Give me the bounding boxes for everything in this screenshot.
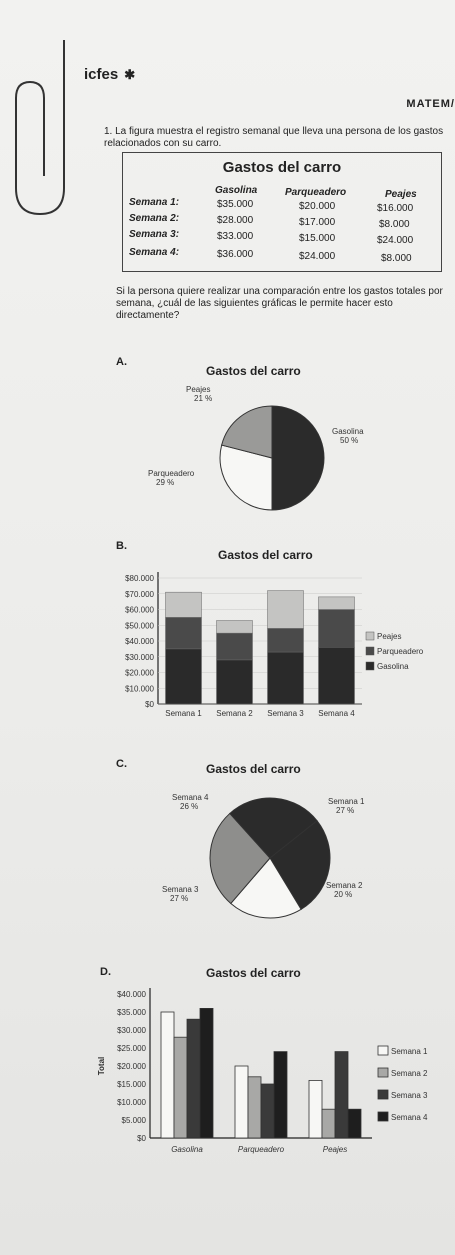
legend-swatch: [378, 1068, 388, 1077]
y-tick-label: $30.000: [125, 652, 154, 662]
slice-label: Semana 2: [326, 881, 363, 890]
bar: [348, 1109, 361, 1138]
y-tick-label: $60.000: [125, 605, 154, 615]
legend-label: Semana 3: [391, 1091, 428, 1100]
table-title: Gastos del carro: [222, 159, 342, 176]
brand-text: icfes: [84, 66, 119, 83]
legend-label: Gasolina: [377, 662, 409, 671]
x-tick-label: Gasolina: [171, 1145, 203, 1154]
slice-label: Semana 4: [172, 793, 209, 802]
x-tick-label: Semana 3: [267, 709, 304, 718]
table-cell: $36.000: [217, 249, 254, 260]
y-tick-label: $20.000: [125, 668, 154, 678]
x-tick-label: Semana 2: [216, 709, 253, 718]
subject-label: MATEM/: [406, 98, 455, 110]
bar: [274, 1052, 287, 1138]
brand-mark-icon: ✱: [124, 67, 136, 82]
y-tick-label: $70.000: [125, 589, 154, 599]
x-tick-label: Parqueadero: [237, 1145, 285, 1154]
x-tick-label: Semana 1: [165, 709, 202, 718]
option-c-radio[interactable]: C.: [116, 758, 127, 770]
table-cell: $16.000: [377, 203, 414, 214]
slice-label: Gasolina: [332, 427, 364, 436]
y-tick-label: $30.000: [117, 1026, 146, 1035]
option-b-title: Gastos del carro: [218, 548, 313, 562]
y-tick-label: $10.000: [117, 1098, 146, 1107]
bar: [161, 1012, 174, 1138]
slice-label: Semana 3: [162, 885, 199, 894]
bar: [309, 1080, 322, 1138]
legend-swatch: [378, 1046, 388, 1055]
y-tick-label: $0: [145, 700, 154, 709]
question-prompt: Si la persona quiere realizar una comparación entre los gastos totales por semana, ¿cuál de las siguientes gráficas le permite hacer esto directamente?: [116, 286, 443, 321]
table-cell: $8.000: [379, 219, 410, 230]
y-tick-label: $15.000: [117, 1080, 146, 1089]
legend-swatch: [378, 1090, 388, 1099]
option-d-title: Gastos del carro: [206, 966, 301, 980]
y-tick-label: $5.000: [121, 1116, 146, 1125]
option-c-title: Gastos del carro: [206, 762, 301, 776]
y-tick-label: $40.000: [125, 637, 154, 646]
table-cell: $35.000: [217, 199, 254, 210]
bar: [335, 1052, 348, 1138]
bar: [248, 1077, 261, 1138]
y-tick-label: $10.000: [125, 684, 154, 694]
bar: [322, 1109, 335, 1138]
table-cell: $28.000: [217, 215, 254, 226]
slice-value-label: 50 %: [340, 436, 359, 445]
y-tick-label: $80.000: [125, 574, 154, 583]
bar: [200, 1008, 213, 1138]
slice-value-label: 20 %: [334, 890, 353, 899]
slice-label: Parqueadero: [148, 469, 195, 478]
legend-label: Peajes: [377, 632, 402, 641]
bar: [235, 1066, 248, 1138]
table-cell: $24.000: [377, 235, 414, 246]
table-cell: $33.000: [217, 231, 254, 242]
question-text: 1. La figura muestra el registro semanal que lleva una persona de los gastos relacionados con su carro.: [104, 126, 444, 149]
y-tick-label: $25.000: [117, 1044, 146, 1053]
y-tick-label: $35.000: [117, 1008, 146, 1017]
slice-value-label: 27 %: [336, 806, 355, 815]
bar: [174, 1037, 187, 1138]
table-row-label: Semana 2:: [129, 213, 180, 224]
table-row-label: Semana 3:: [129, 229, 180, 240]
table-row-label: Semana 1:: [129, 197, 180, 208]
legend-label: Parqueadero: [377, 647, 424, 656]
table-cell: $17.000: [299, 217, 336, 228]
x-tick-label: Semana 4: [318, 709, 355, 718]
bar: [261, 1084, 274, 1138]
legend-label: Semana 2: [391, 1069, 428, 1078]
table-col-header: Peajes: [385, 189, 417, 200]
table-row-label: Semana 4:: [129, 247, 180, 258]
table-cell: $20.000: [299, 201, 336, 212]
slice-label: Peajes: [186, 385, 211, 394]
y-axis-label: Total: [97, 1056, 106, 1076]
x-tick-label: Peajes: [322, 1145, 348, 1154]
bar: [187, 1019, 200, 1138]
option-d-radio[interactable]: D.: [100, 966, 111, 978]
y-tick-label: $20.000: [117, 1062, 146, 1071]
y-tick-label: $50.000: [125, 621, 154, 631]
option-a-radio[interactable]: A.: [116, 356, 127, 368]
table-col-header: Gasolina: [215, 185, 258, 196]
option-b-radio[interactable]: B.: [116, 540, 127, 552]
legend-label: Semana 1: [391, 1047, 428, 1056]
slice-value-label: 26 %: [180, 802, 199, 811]
y-tick-label: $0: [137, 1134, 146, 1143]
table-cell: $24.000: [299, 251, 336, 262]
legend-swatch: [378, 1112, 388, 1121]
table-cell: $15.000: [299, 233, 336, 244]
table-cell: $8.000: [381, 253, 412, 264]
option-a-title: Gastos del carro: [206, 364, 301, 378]
y-tick-label: $40.000: [117, 990, 146, 999]
slice-label: Semana 1: [328, 797, 365, 806]
table-col-header: Parqueadero: [285, 187, 347, 198]
slice-value-label: 29 %: [156, 478, 175, 487]
legend-label: Semana 4: [391, 1113, 428, 1122]
slice-value-label: 21 %: [194, 394, 213, 403]
slice-value-label: 27 %: [170, 894, 189, 903]
